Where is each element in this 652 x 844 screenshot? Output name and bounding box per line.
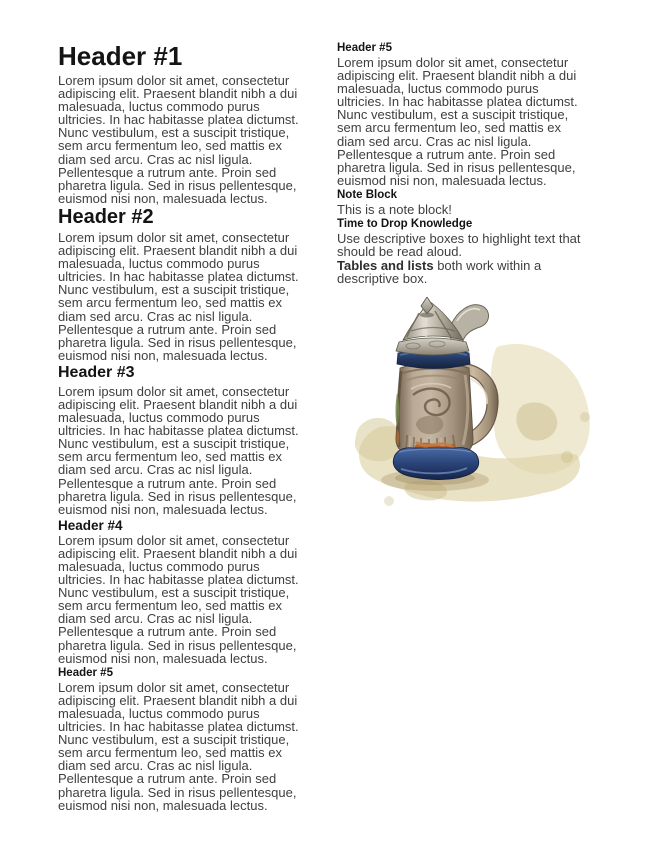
heading-5: Header #5 bbox=[58, 666, 113, 679]
paragraph-2: Lorem ipsum dolor sit amet, consectetur adipiscing elit. Praesent blandit nibh a dui malesuada, luctus commodo purus ultricies. In hac habitasse platea dictumst. Nunc vestibulum, est a suscipit tristique, sem arcu fermentum leo, sed mattis ex diam sed arcu. Cras ac nisl ligula. Pellentesque a rutrum ante. Proin sed pharetra ligula. Sed in risus pellentesque, euismod nisi non, malesuada lectus. bbox=[58, 229, 299, 363]
tables-lists-bold: Tables and lists bbox=[337, 258, 434, 274]
note-block-text: This is a note block! bbox=[337, 201, 452, 217]
paragraph-5: Lorem ipsum dolor sit amet, consectetur adipiscing elit. Praesent blandit nibh a dui malesuada, luctus commodo purus ultricies. In hac habitasse platea dictumst. Nunc vestibulum, est a suscipit tristique, sem arcu fermentum leo, sed mattis ex diam sed arcu. Cras ac nisl ligula. Pellentesque a rutrum ante. Proin sed pharetra ligula. Sed in risus pellentesque, euismod nisi non, malesuada lectus. bbox=[58, 679, 299, 813]
right-column bbox=[337, 40, 589, 286]
paragraph-1: Lorem ipsum dolor sit amet, consectetur adipiscing elit. Praesent blandit nibh a dui malesuada, luctus commodo purus ultricies. In hac habitasse platea dictumst. Nunc vestibulum, est a suscipit tristique, sem arcu fermentum leo, sed mattis ex diam sed arcu. Cras ac nisl ligula. Pellentesque a rutrum ante. Proin sed pharetra ligula. Sed in risus pellentesque, euismod nisi non, malesuada lectus. bbox=[58, 73, 299, 206]
paragraph-right: Lorem ipsum dolor sit amet, consectetur adipiscing elit. Praesent blandit nibh a dui malesuada, luctus commodo purus ultricies. In hac habitasse platea dictumst. Nunc vestibulum, est a suscipit tristique, sem arcu fermentum leo, sed mattis ex diam sed arcu. Cras ac nisl ligula. Pellentesque a rutrum ante. Proin sed pharetra ligula. Sed in risus pellentesque, euismod nisi non, malesuada lectus. bbox=[337, 55, 578, 188]
beer-stein-illustration bbox=[347, 297, 603, 515]
heading-1: Header #1 bbox=[58, 41, 183, 71]
tables-lists-text: Tables and lists both work within a descriptive box. bbox=[337, 258, 542, 287]
left-column bbox=[58, 41, 309, 813]
note-block-heading: Note Block bbox=[337, 188, 398, 201]
heading-4: Header #4 bbox=[58, 517, 123, 533]
heading-5-right: Header #5 bbox=[337, 42, 392, 54]
beer-stein-svg bbox=[347, 297, 603, 515]
knowledge-text: Use descriptive boxes to highlight text that should be read aloud. bbox=[337, 231, 581, 260]
knowledge-heading: Time to Drop Knowledge bbox=[337, 218, 473, 231]
heading-2: Header #2 bbox=[58, 205, 154, 228]
paragraph-4: Lorem ipsum dolor sit amet, consectetur adipiscing elit. Praesent blandit nibh a dui malesuada, luctus commodo purus ultricies. In hac habitasse platea dictumst. Nunc vestibulum, est a suscipit tristique, sem arcu fermentum leo, sed mattis ex diam sed arcu. Cras ac nisl ligula. Pellentesque a rutrum ante. Proin sed pharetra ligula. Sed in risus pellentesque, euismod nisi non, malesuada lectus. bbox=[58, 532, 299, 666]
heading-3: Header #3 bbox=[58, 363, 135, 381]
paragraph-3: Lorem ipsum dolor sit amet, consectetur adipiscing elit. Praesent blandit nibh a dui malesuada, luctus commodo purus ultricies. In hac habitasse platea dictumst. Nunc vestibulum, est a suscipit tristique, sem arcu fermentum leo, sed mattis ex diam sed arcu. Cras ac nisl ligula. Pellentesque a rutrum ante. Proin sed pharetra ligula. Sed in risus pellentesque, euismod nisi non, malesuada lectus. bbox=[58, 383, 299, 517]
